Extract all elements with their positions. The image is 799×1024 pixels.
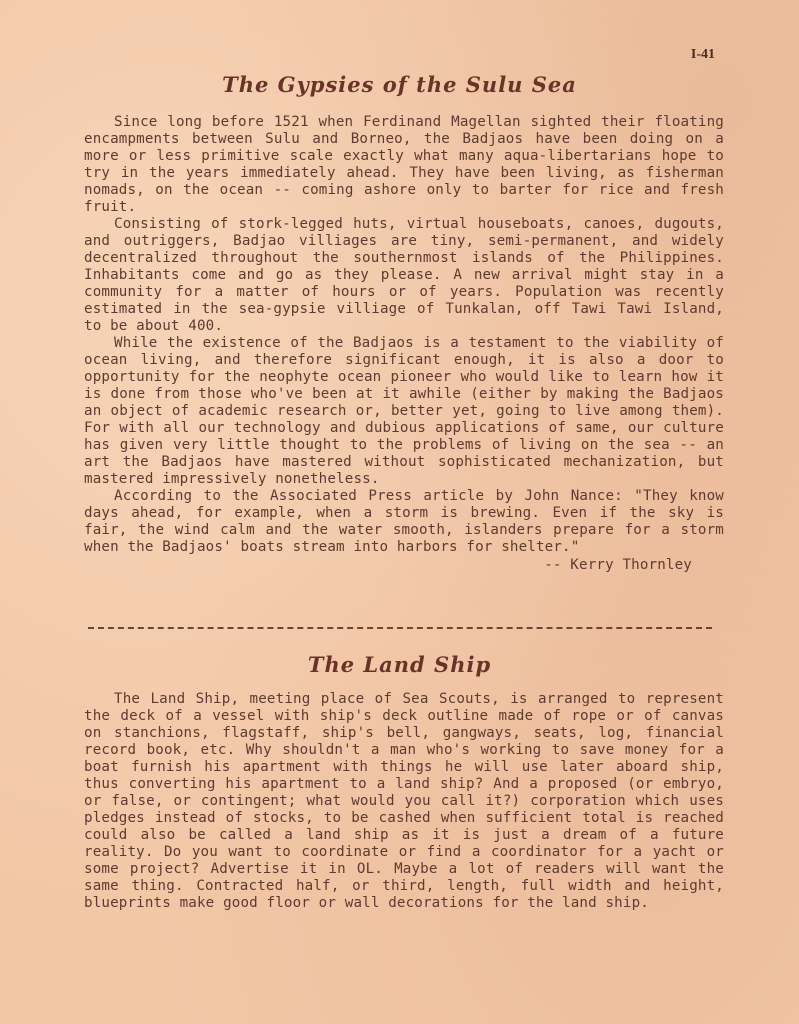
article-title-land-ship: The Land Ship (307, 652, 492, 677)
author-byline: -- Kerry Thornley (544, 557, 692, 573)
article-paragraph: According to the Associated Press article by John Nance: "They know days ahead, for example, when a storm is brewing. Even if the sky is fair, the wind calm and the water smooth, islanders prepare for a storm when the Badjaos' boats stream into harbors for shelter." (84, 488, 724, 555)
article-paragraph: Consisting of stork-legged huts, virtual houseboats, canoes, dugouts, and outriggers, Badjao villiages are tiny, semi-permanent, and widely decentralized throughout the southernmost islands of the Philippines. Inhabitants come and go as they please. A new arrival might stay in a community for a matter of hours or of years. Population was recently estimated in the sea-gypsie villiage of Tunkalan, off Tawi Tawi Island, to be about 400. (84, 216, 724, 334)
article-land-ship (84, 691, 724, 912)
page-number: I-41 (690, 47, 715, 62)
article-sulu-sea (84, 114, 724, 574)
article-title-sulu-sea: The Gypsies of the Sulu Sea (222, 72, 577, 97)
section-divider (88, 627, 712, 629)
article-paragraph: While the existence of the Badjaos is a testament to the viability of ocean living, and therefore significant enough, it is also a door to opportunity for the neophyte ocean pioneer who would like to learn how it is done from those who've been at it awhile (either by making the Badjaos an object of academic research or, better yet, going to live among them). For with all our technology and dubious applications of same, our culture has given very little thought to the problems of living on the sea -- an art the Badjaos have mastered without sophisticated mechanization, but mastered impressively nonetheless. (84, 335, 724, 487)
article-paragraph: Since long before 1521 when Ferdinand Magellan sighted their floating encampments between Sulu and Borneo, the Badjaos have been doing on a more or less primitive scale exactly what many aqua-libertarians hope to try in the years immediately ahead. They have been living, as fisherman nomads, on the ocean -- coming ashore only to barter for rice and fresh fruit. (84, 114, 724, 215)
article-paragraph: The Land Ship, meeting place of Sea Scouts, is arranged to represent the deck of a vessel with ship's deck outline made of rope or of canvas on stanchions, flagstaff, ship's bell, gangways, seats, log, financial record book, etc. Why shouldn't a man who's working to save money for a boat furnish his apartment with things he will use later aboard ship, thus converting his apartment to a land ship? And a proposed (or embryo, or false, or contingent; what would you call it?) corporation which uses pledges instead of stocks, to be cashed when sufficient total is reached could also be called a land ship as it is just a dream of a future reality. Do you want to coordinate or find a coordinator for a yacht or some project? Advertise it in OL. Maybe a lot of readers will want the same thing. Contracted half, or third, length, full width and height, blueprints make good floor or wall decorations for the land ship. (84, 691, 724, 911)
